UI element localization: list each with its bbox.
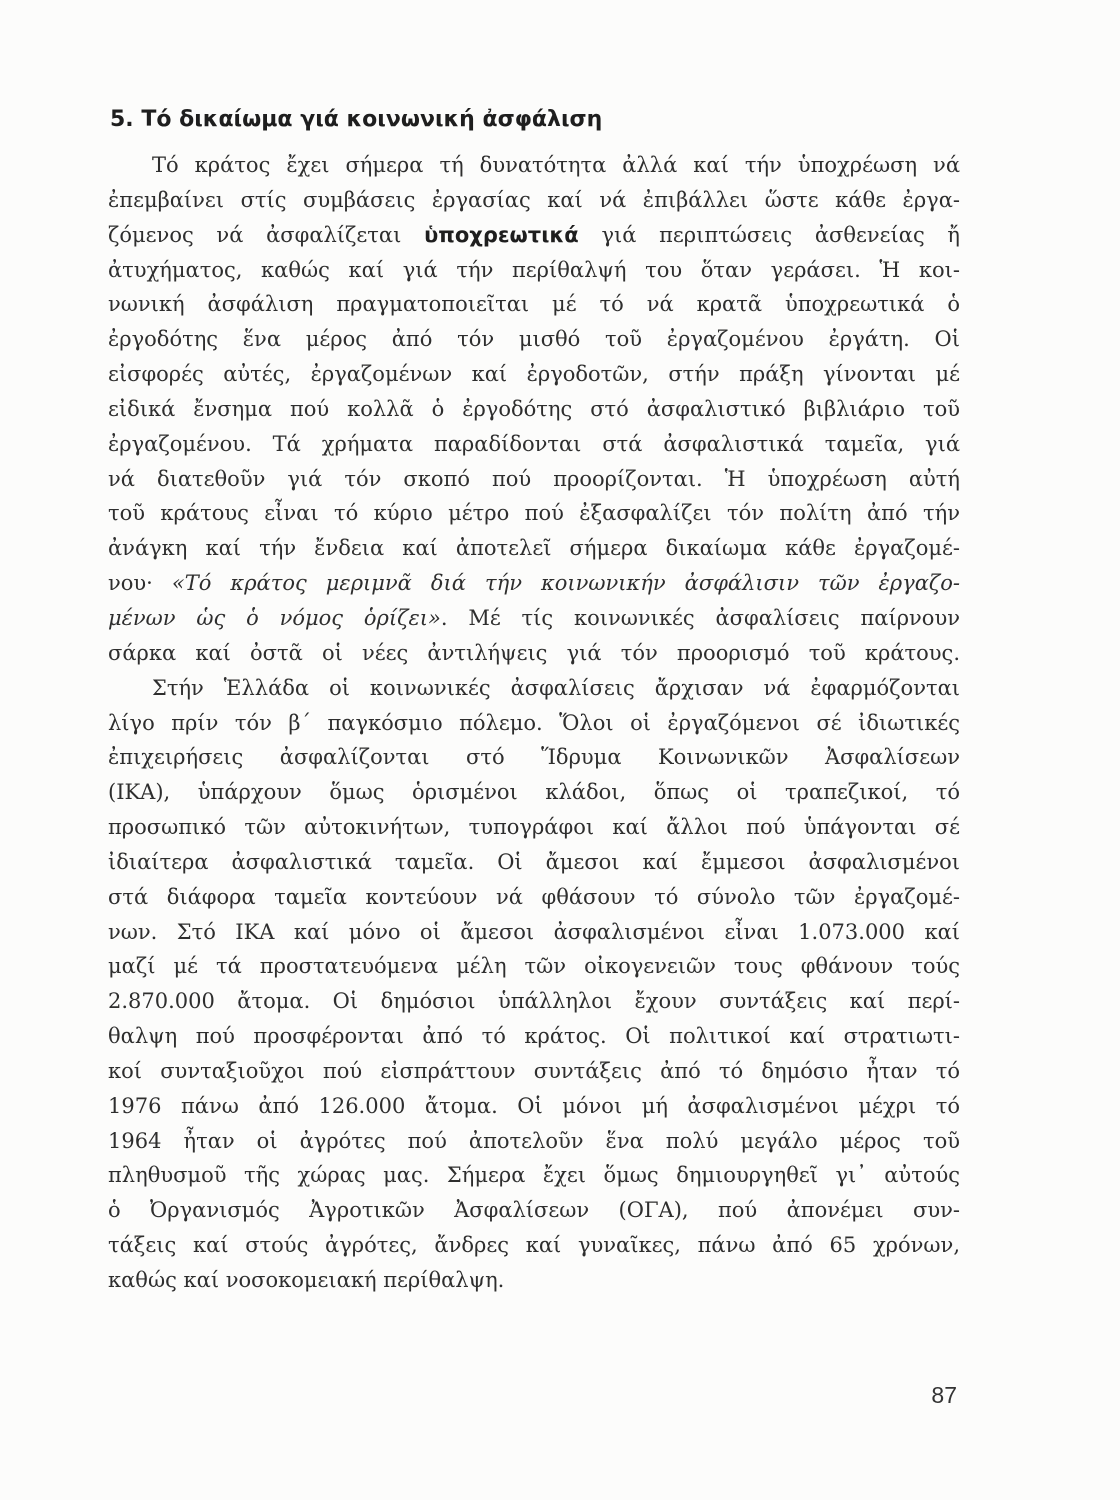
text-line: καθώς καί νοσοκομειακή περίθαλψη. bbox=[108, 1268, 505, 1292]
text-line: μαζί μέ τά προστατευόμενα μέλη τῶν οἰκογενειῶν τους φθάνουν τούς bbox=[108, 954, 960, 979]
text-line bbox=[108, 218, 960, 253]
text-line bbox=[108, 601, 960, 636]
section-title: Τό δικαίωμα γιά κοινωνική ἀσφάλιση bbox=[141, 107, 603, 132]
text-line: νά διατεθοῦν γιά τόν σκοπό πού προορίζονται. Ἡ ὑποχρέωση αὐτή bbox=[108, 466, 960, 491]
text-line: 2.870.000 ἄτομα. Οἱ δημόσιοι ὑπάλληλοι ἔχουν συντάξεις καί περί- bbox=[108, 989, 960, 1014]
text-line: εἰσφορές αὐτές, ἐργαζομένων καί ἐργοδοτῶν, στήν πράξη γίνονται μέ bbox=[108, 362, 960, 387]
text-line: ἐπιχειρήσεις ἀσφαλίζονται στό Ἵδρυμα Κοινωνικῶν Ἀσφαλίσεων bbox=[108, 745, 960, 770]
text-line: Τό κράτος ἔχει σήμερα τή δυνατότητα ἀλλά καί τήν ὑποχρέωση νά bbox=[152, 153, 960, 177]
text-line: ὁ Ὀργανισμός Ἀγροτικῶν Ἀσφαλίσεων (ΟΓΑ), πού ἀπονέμει συν- bbox=[108, 1198, 960, 1223]
quotation-italic: μένων ὡς ὁ νόμος ὁρίζει» bbox=[108, 605, 441, 630]
text-line: ἀνάγκη καί τήν ἔνδεια καί ἀποτελεῖ σήμερα δικαίωμα κάθε ἐργαζομέ- bbox=[108, 536, 960, 561]
text-line: ἀτυχήματος, καθώς καί γιά τήν περίθαλψή του ὅταν γεράσει. Ἡ κοι- bbox=[108, 257, 960, 282]
emphasis-bold: ὑποχρεωτικά bbox=[424, 222, 579, 247]
text-line: προσωπικό τῶν αὐτοκινήτων, τυπογράφοι καί ἄλλοι πού ὑπάγονται σέ bbox=[108, 815, 960, 840]
section-heading bbox=[110, 103, 602, 137]
body-text bbox=[108, 148, 960, 1298]
page-number: 87 bbox=[931, 1382, 957, 1408]
text-line: σάρκα καί ὀστᾶ οἱ νέες ἀντιλήψεις γιά τόν προορισμό τοῦ κράτους. bbox=[108, 640, 960, 665]
text-segment: γιά περιπτώσεις ἀσθενείας ἤ bbox=[578, 222, 961, 247]
text-line: ἐπεμβαίνει στίς συμβάσεις ἐργασίας καί νά ἐπιβάλλει ὥστε κάθε ἐργα- bbox=[108, 187, 960, 212]
text-line: ἰδιαίτερα ἀσφαλιστικά ταμεῖα. Οἱ ἄμεσοι καί ἔμμεσοι ἀσφαλισμένοι bbox=[108, 849, 960, 874]
text-line: στά διάφορα ταμεῖα κοντεύουν νά φθάσουν τό σύνολο τῶν ἐργαζομέ- bbox=[108, 884, 960, 909]
text-line: νων. Στό ΙΚΑ καί μόνο οἱ ἄμεσοι ἀσφαλισμένοι εἶναι 1.073.000 καί bbox=[108, 919, 960, 944]
text-line: ἐργοδότης ἕνα μέρος ἀπό τόν μισθό τοῦ ἐργαζομένου ἐργάτη. Οἱ bbox=[108, 327, 960, 352]
text-line: θαλψη πού προσφέρονται ἀπό τό κράτος. Οἱ πολιτικοί καί στρατιωτι- bbox=[108, 1024, 960, 1049]
text-segment: νου· bbox=[108, 571, 172, 596]
text-line: νωνική ἀσφάλιση πραγματοποιεῖται μέ τό νά κρατᾶ ὑποχρεωτικά ὁ bbox=[108, 292, 960, 317]
text-line: λίγο πρίν τόν β΄ παγκόσμιο πόλεμο. Ὅλοι οἱ ἐργαζόμενοι σέ ἰδιωτικές bbox=[108, 710, 960, 735]
text-line: ἐργαζομένου. Τά χρήματα παραδίδονται στά ἀσφαλιστικά ταμεῖα, γιά bbox=[108, 431, 960, 456]
section-number: 5. bbox=[110, 107, 134, 132]
text-segment: . Μέ τίς κοινωνικές ἀσφαλίσεις παίρνουν bbox=[440, 605, 960, 630]
text-line: κοί συνταξιοῦχοι πού εἰσπράττουν συντάξεις ἀπό τό δημόσιο ἦταν τό bbox=[108, 1058, 960, 1083]
text-line: 1964 ἦταν οἱ ἀγρότες πού ἀποτελοῦν ἕνα πολύ μεγάλο μέρος τοῦ bbox=[108, 1128, 960, 1153]
text-line: Στήν Ἑλλάδα οἱ κοινωνικές ἀσφαλίσεις ἄρχισαν νά ἐφαρμόζονται bbox=[152, 675, 960, 700]
paragraph-1 bbox=[108, 148, 960, 671]
paragraph-2 bbox=[108, 671, 960, 1298]
text-line: 1976 πάνω ἀπό 126.000 ἄτομα. Οἱ μόνοι μή ἀσφαλισμένοι μέχρι τό bbox=[108, 1093, 960, 1118]
text-line: (ΙΚΑ), ὑπάρχουν ὅμως ὁρισμένοι κλάδοι, ὅπως οἱ τραπεζικοί, τό bbox=[108, 780, 960, 805]
quotation-italic: «Τό κράτος μεριμνᾶ διά τήν κοινωνικήν ἀσφάλισιν τῶν ἐργαζο- bbox=[171, 571, 960, 596]
text-line: τοῦ κράτους εἶναι τό κύριο μέτρο πού ἐξασφαλίζει τόν πολίτη ἀπό τήν bbox=[108, 501, 960, 526]
text-line: εἰδικά ἔνσημα πού κολλᾶ ὁ ἐργοδότης στό ἀσφαλιστικό βιβλιάριο τοῦ bbox=[108, 396, 960, 421]
text-line: πληθυσμοῦ τῆς χώρας μας. Σήμερα ἔχει ὅμως δημιουργηθεῖ γι᾽ αὐτούς bbox=[108, 1163, 960, 1188]
text-line: τάξεις καί στούς ἀγρότες, ἄνδρες καί γυναῖκες, πάνω ἀπό 65 χρόνων, bbox=[108, 1233, 960, 1258]
text-segment: ζόμενος νά ἀσφαλίζεται bbox=[108, 222, 425, 247]
text-line bbox=[108, 566, 960, 601]
